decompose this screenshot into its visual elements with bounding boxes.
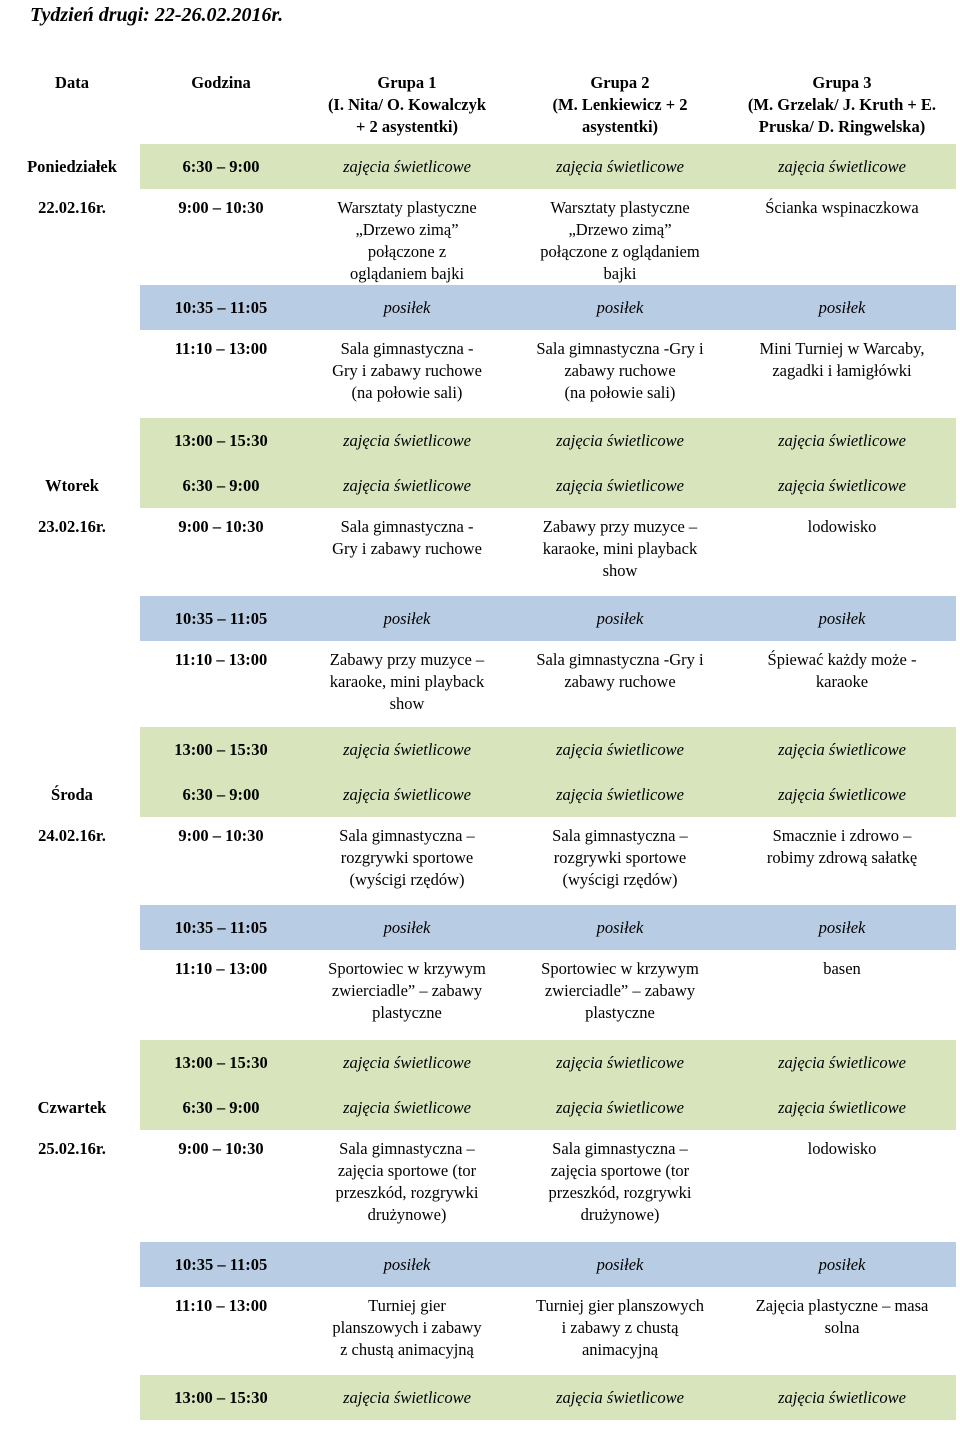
activity-g1 <box>302 817 512 905</box>
activity-line: zajęcia świetlicowe <box>556 1387 684 1407</box>
activity-line: Warsztaty plastyczne <box>550 198 690 217</box>
activity-line: Gry i zabawy ruchowe <box>332 539 482 558</box>
activity-line: posiłek <box>383 917 431 937</box>
activity-g2 <box>512 727 728 772</box>
day-cell <box>4 1287 140 1375</box>
activity-line: lodowisko <box>807 1139 877 1158</box>
activity-g2 <box>512 508 728 596</box>
activity-g2 <box>512 817 728 905</box>
time-slot: 10:35 – 11:05 <box>140 905 302 950</box>
activity-g3 <box>728 727 956 772</box>
activity-line: i zabawy z chustą <box>561 1318 679 1337</box>
day-cell <box>4 330 140 418</box>
activity-g1 <box>302 1375 512 1420</box>
activity-g3 <box>728 817 956 905</box>
activity-g3 <box>728 1085 956 1130</box>
activity-g2 <box>512 418 728 463</box>
activity-g2 <box>512 596 728 641</box>
schedule-row <box>4 596 956 641</box>
activity-line: zajęcia świetlicowe <box>343 1387 471 1407</box>
activity-line: Ścianka wspinaczkowa <box>765 198 919 217</box>
time-slot: 11:10 – 13:00 <box>174 959 268 978</box>
activity-line: Sala gimnastyczna – <box>339 1139 475 1158</box>
activity-line: posiłek <box>818 297 866 317</box>
activity-line: Sportowiec w krzywym <box>541 959 699 978</box>
schedule-row <box>4 418 956 463</box>
activity-g2 <box>512 905 728 950</box>
activity-g1 <box>302 1040 512 1085</box>
activity-line: zajęcia świetlicowe <box>343 430 471 450</box>
header-group-2: Grupa 2 (M. Lenkiewicz + 2 asystentki) <box>552 73 688 136</box>
activity-line: Mini Turniej w Warcaby, <box>759 339 925 358</box>
schedule-row <box>4 330 956 418</box>
day-date: 24.02.16r. <box>38 826 106 845</box>
activity-line: Sala gimnastyczna – <box>339 826 475 845</box>
activity-line: posiłek <box>818 1254 866 1274</box>
header-date: Data <box>55 73 89 92</box>
activity-g1 <box>302 727 512 772</box>
day-cell <box>4 418 140 463</box>
activity-line: Sala gimnastyczna -Gry i <box>536 339 704 358</box>
activity-line: planszowych i zabawy <box>332 1318 482 1337</box>
schedule-row <box>4 1287 956 1375</box>
activity-line: (wyścigi rzędów) <box>349 870 465 889</box>
time-slot: 10:35 – 11:05 <box>140 596 302 641</box>
activity-line: Śpiewać każdy może - <box>767 650 917 669</box>
activity-g3 <box>728 189 956 285</box>
activity-g1 <box>302 189 512 285</box>
day-name: Poniedziałek <box>27 156 117 176</box>
activity-line: zajęcia świetlicowe <box>778 784 906 804</box>
activity-line: Sportowiec w krzywym <box>328 959 486 978</box>
day-cell <box>4 905 140 950</box>
activity-line: (na połowie sali) <box>351 383 463 402</box>
time-slot: 13:00 – 15:30 <box>140 1375 302 1420</box>
activity-line: zajęcia świetlicowe <box>556 739 684 759</box>
day-name: Środa <box>51 784 93 804</box>
activity-g3 <box>728 905 956 950</box>
activity-line: drużynowe) <box>367 1205 447 1224</box>
activity-line: posiłek <box>596 917 644 937</box>
activity-g3 <box>728 1130 956 1242</box>
activity-line: zajęcia świetlicowe <box>343 784 471 804</box>
activity-line: z chustą animacyjną <box>340 1340 474 1359</box>
activity-g1 <box>302 905 512 950</box>
activity-line: posiłek <box>383 297 431 317</box>
activity-line: zajęcia świetlicowe <box>343 156 471 176</box>
schedule-row <box>4 463 956 508</box>
time-slot: 6:30 – 9:00 <box>140 772 302 817</box>
activity-g2 <box>512 772 728 817</box>
activity-line: posiłek <box>596 608 644 628</box>
activity-line: Turniej gier <box>368 1296 446 1315</box>
activity-g3 <box>728 285 956 330</box>
time-slot: 9:00 – 10:30 <box>178 198 264 217</box>
activity-line: rozgrywki sportowe <box>340 848 474 867</box>
schedule-row <box>4 905 956 950</box>
time-slot: 13:00 – 15:30 <box>140 727 302 772</box>
activity-line: zajęcia świetlicowe <box>778 475 906 495</box>
activity-g1 <box>302 418 512 463</box>
schedule-row <box>4 727 956 772</box>
activity-line: posiłek <box>383 608 431 628</box>
time-slot: 11:10 – 13:00 <box>174 650 268 669</box>
activity-line: zajęcia świetlicowe <box>343 1097 471 1117</box>
activity-line: posiłek <box>818 608 866 628</box>
activity-line: zajęcia świetlicowe <box>778 430 906 450</box>
activity-line: lodowisko <box>807 517 877 536</box>
activity-line: Sala gimnastyczna - <box>340 517 474 536</box>
day-cell <box>4 1040 140 1085</box>
activity-line: animacyjną <box>581 1340 659 1359</box>
activity-line: Gry i zabawy ruchowe <box>332 361 482 380</box>
schedule-row <box>4 1242 956 1287</box>
activity-g2 <box>512 1375 728 1420</box>
activity-line: Sala gimnastyczna -Gry i <box>536 650 704 669</box>
activity-line: zwierciadle” – zabawy <box>331 981 483 1000</box>
activity-g3 <box>728 144 956 189</box>
header-time: Godzina <box>191 73 251 92</box>
activity-line: plastyczne <box>372 1003 442 1022</box>
activity-line: „Drzewo zimą” <box>568 220 672 239</box>
time-slot: 9:00 – 10:30 <box>178 517 264 536</box>
activity-line: Sala gimnastyczna – <box>552 1139 688 1158</box>
schedule-row <box>4 1040 956 1085</box>
activity-line: show <box>389 694 425 713</box>
activity-line: Sala gimnastyczna - <box>340 339 474 358</box>
day-name: Czwartek <box>37 1097 107 1117</box>
activity-line: zajęcia świetlicowe <box>556 156 684 176</box>
activity-g1 <box>302 330 512 418</box>
activity-line: Sala gimnastyczna – <box>552 826 688 845</box>
activity-line: zagadki i łamigłówki <box>772 361 912 380</box>
activity-line: posiłek <box>383 1254 431 1274</box>
time-slot: 6:30 – 9:00 <box>140 144 302 189</box>
day-cell <box>4 641 140 727</box>
activity-g1 <box>302 144 512 189</box>
time-slot: 10:35 – 11:05 <box>140 285 302 330</box>
time-slot: 11:10 – 13:00 <box>174 339 268 358</box>
time-slot: 6:30 – 9:00 <box>140 1085 302 1130</box>
activity-line: zajęcia świetlicowe <box>556 1097 684 1117</box>
activity-g2 <box>512 285 728 330</box>
activity-g1 <box>302 641 512 727</box>
activity-g2 <box>512 1242 728 1287</box>
activity-line: plastyczne <box>585 1003 655 1022</box>
activity-line: połączone z <box>367 242 447 261</box>
header-group-3: Grupa 3 (M. Grzelak/ J. Kruth + E. Pruska/ D. Ringwelska) <box>747 73 937 136</box>
activity-g1 <box>302 508 512 596</box>
activity-g3 <box>728 1040 956 1085</box>
schedule-table <box>4 50 956 1420</box>
activity-line: przeszkód, rozgrywki <box>335 1183 479 1202</box>
day-date: 23.02.16r. <box>38 517 106 536</box>
activity-line: Warsztaty plastyczne <box>337 198 477 217</box>
activity-line: robimy zdrową sałatkę <box>766 848 918 867</box>
time-slot: 13:00 – 15:30 <box>140 1040 302 1085</box>
day-cell <box>4 950 140 1040</box>
activity-line: karaoke <box>815 672 869 691</box>
activity-line: zajęcia świetlicowe <box>556 1052 684 1072</box>
activity-line: zajęcia świetlicowe <box>778 1387 906 1407</box>
activity-line: karaoke, mini playback <box>329 672 485 691</box>
schedule-body <box>4 144 956 1420</box>
activity-line: Zabawy przy muzyce – <box>542 517 698 536</box>
day-cell <box>4 727 140 772</box>
time-slot: 9:00 – 10:30 <box>178 826 264 845</box>
activity-line: zajęcia sportowe (tor <box>337 1161 477 1180</box>
activity-line: zajęcia świetlicowe <box>778 156 906 176</box>
activity-g1 <box>302 285 512 330</box>
activity-g3 <box>728 1242 956 1287</box>
activity-g3 <box>728 1287 956 1375</box>
schedule-row <box>4 144 956 189</box>
activity-line: zabawy ruchowe <box>564 361 676 380</box>
activity-line: oglądaniem bajki <box>349 264 465 283</box>
activity-g3 <box>728 596 956 641</box>
time-slot: 6:30 – 9:00 <box>140 463 302 508</box>
schedule-row <box>4 508 956 596</box>
activity-g1 <box>302 772 512 817</box>
day-name: Wtorek <box>45 475 99 495</box>
activity-line: (na połowie sali) <box>564 383 676 402</box>
header-group-1: Grupa 1 (I. Nita/ O. Kowalczyk + 2 asystentki) <box>327 73 487 136</box>
activity-g1 <box>302 1130 512 1242</box>
activity-line: drużynowe) <box>580 1205 660 1224</box>
day-cell <box>4 285 140 330</box>
day-cell <box>4 596 140 641</box>
activity-g3 <box>728 508 956 596</box>
activity-g3 <box>728 330 956 418</box>
activity-g1 <box>302 1287 512 1375</box>
activity-line: Turniej gier planszowych <box>535 1296 705 1315</box>
activity-g1 <box>302 596 512 641</box>
activity-g1 <box>302 950 512 1040</box>
activity-g3 <box>728 641 956 727</box>
day-date: 22.02.16r. <box>38 198 106 217</box>
activity-line: zwierciadle” – zabawy <box>544 981 696 1000</box>
schedule-row <box>4 189 956 285</box>
activity-line: zajęcia świetlicowe <box>556 784 684 804</box>
schedule-row <box>4 1375 956 1420</box>
activity-line: zajęcia świetlicowe <box>778 1097 906 1117</box>
activity-g2 <box>512 1085 728 1130</box>
activity-g1 <box>302 463 512 508</box>
activity-line: posiłek <box>596 1254 644 1274</box>
activity-line: zajęcia sportowe (tor <box>550 1161 690 1180</box>
activity-g2 <box>512 950 728 1040</box>
schedule-row <box>4 772 956 817</box>
activity-g3 <box>728 463 956 508</box>
activity-g2 <box>512 1040 728 1085</box>
activity-g2 <box>512 189 728 285</box>
schedule-row <box>4 641 956 727</box>
activity-line: basen <box>823 959 861 978</box>
activity-line: zajęcia świetlicowe <box>556 430 684 450</box>
activity-line: połączone z oglądaniem <box>540 242 700 261</box>
activity-g2 <box>512 330 728 418</box>
activity-line: Smacznie i zdrowo – <box>772 826 912 845</box>
activity-line: zajęcia świetlicowe <box>556 475 684 495</box>
activity-g3 <box>728 418 956 463</box>
activity-line: solna <box>824 1318 860 1337</box>
activity-line: show <box>602 561 638 580</box>
activity-g1 <box>302 1242 512 1287</box>
activity-g2 <box>512 463 728 508</box>
schedule-row <box>4 817 956 905</box>
activity-g3 <box>728 772 956 817</box>
document-title: Tydzień drugi: 22-26.02.2016r. <box>30 4 284 26</box>
activity-g2 <box>512 144 728 189</box>
activity-line: rozgrywki sportowe <box>553 848 687 867</box>
day-cell <box>4 1242 140 1287</box>
activity-line: zajęcia świetlicowe <box>343 475 471 495</box>
activity-line: zajęcia świetlicowe <box>778 739 906 759</box>
schedule-row <box>4 950 956 1040</box>
activity-line: zajęcia świetlicowe <box>343 1052 471 1072</box>
day-cell <box>4 1375 140 1420</box>
header-row <box>4 50 956 144</box>
time-slot: 13:00 – 15:30 <box>140 418 302 463</box>
activity-line: karaoke, mini playback <box>542 539 698 558</box>
activity-line: przeszkód, rozgrywki <box>548 1183 692 1202</box>
activity-g1 <box>302 1085 512 1130</box>
activity-g2 <box>512 1287 728 1375</box>
activity-g3 <box>728 1375 956 1420</box>
activity-g2 <box>512 1130 728 1242</box>
activity-line: zajęcia świetlicowe <box>343 739 471 759</box>
day-date: 25.02.16r. <box>38 1139 106 1158</box>
schedule-row <box>4 1130 956 1242</box>
activity-g2 <box>512 641 728 727</box>
time-slot: 10:35 – 11:05 <box>140 1242 302 1287</box>
schedule-row <box>4 1085 956 1130</box>
activity-line: Zabawy przy muzyce – <box>329 650 485 669</box>
activity-line: bajki <box>603 264 637 283</box>
activity-line: zabawy ruchowe <box>564 672 676 691</box>
activity-line: Zajęcia plastyczne – masa <box>755 1296 929 1315</box>
time-slot: 11:10 – 13:00 <box>174 1296 268 1315</box>
activity-g3 <box>728 950 956 1040</box>
activity-line: (wyścigi rzędów) <box>562 870 678 889</box>
schedule-row <box>4 285 956 330</box>
activity-line: posiłek <box>596 297 644 317</box>
time-slot: 9:00 – 10:30 <box>178 1139 264 1158</box>
activity-line: „Drzewo zimą” <box>355 220 459 239</box>
activity-line: posiłek <box>818 917 866 937</box>
activity-line: zajęcia świetlicowe <box>778 1052 906 1072</box>
